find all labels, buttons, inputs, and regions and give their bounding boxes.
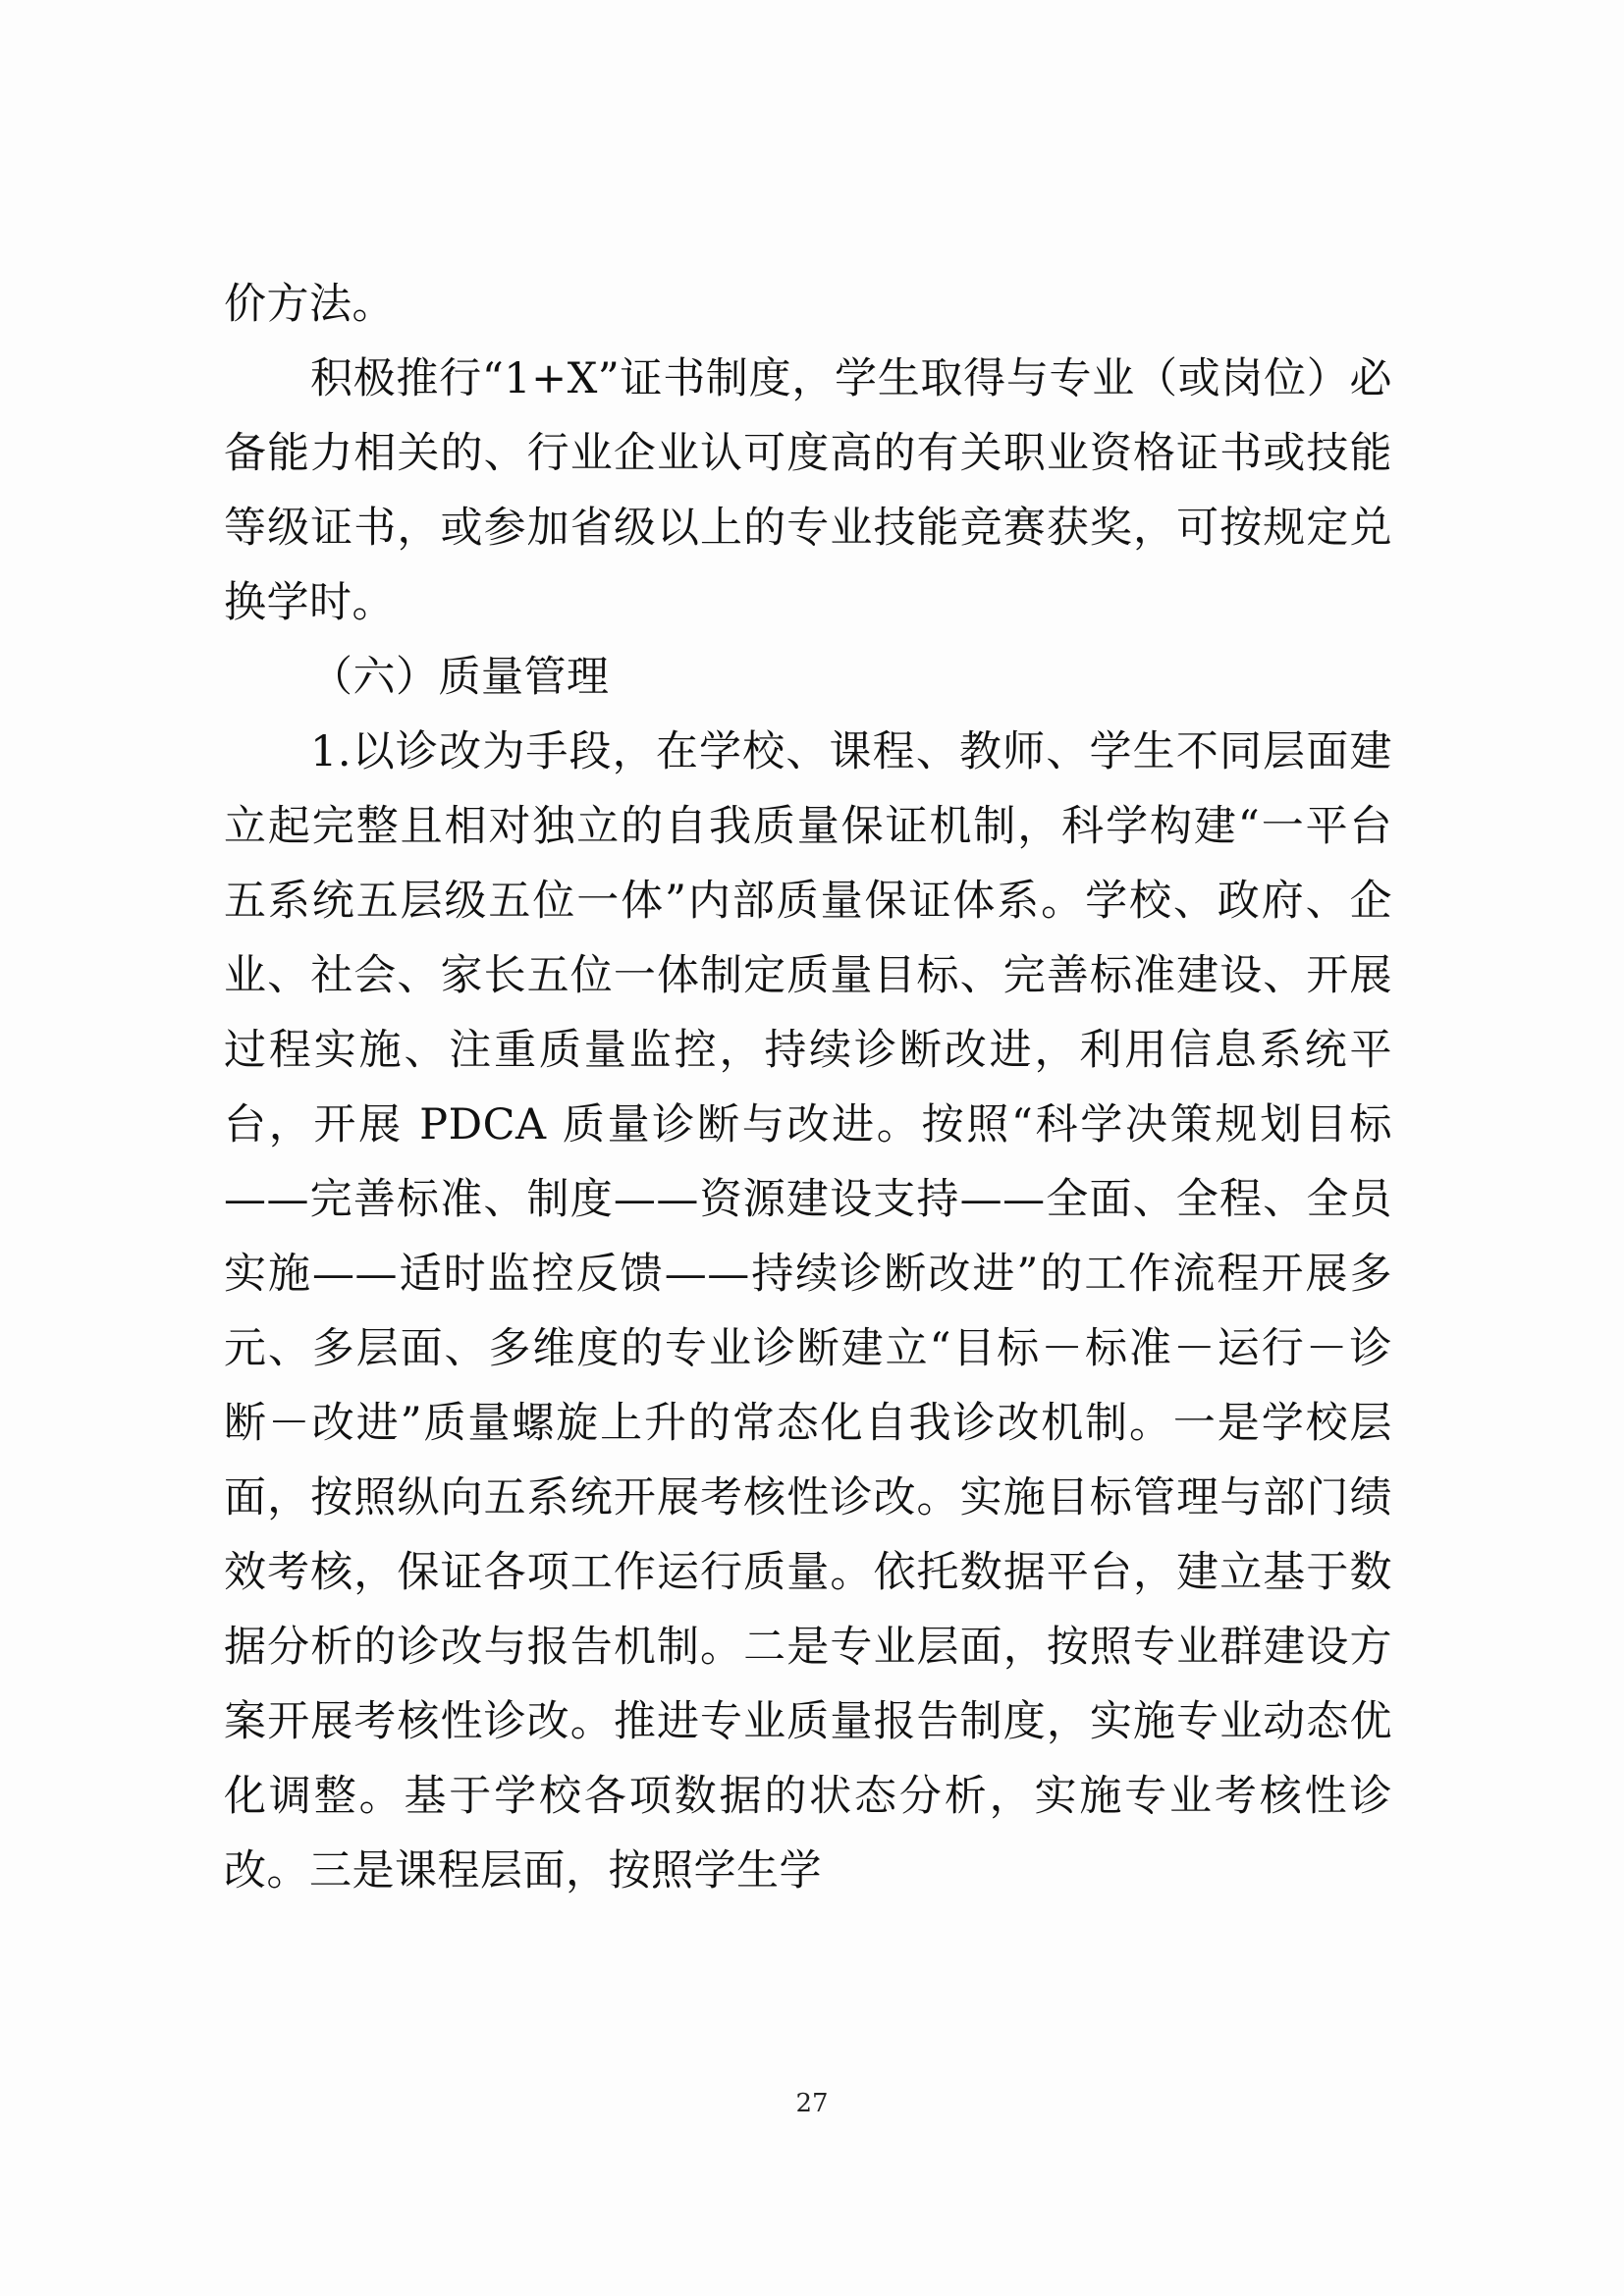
paragraph-certificate-policy: 积极推行“1+X”证书制度，学生取得与专业（或岗位）必备能力相关的、行业企业认可度高的有关职业资格证书或技能等级证书，或参加省级以上的专业技能竞赛获奖，可按规定兑换学时。 <box>224 354 1392 627</box>
paragraph-continuation: 价方法。 <box>224 280 395 329</box>
paragraph-quality-assurance-system: 1.以诊改为手段，在学校、课程、教师、学生不同层面建立起完整且相对独立的自我质量保证机制，科学构建“一平台五系统五层级五位一体”内部质量保证体系。学校、政府、企业、社会、家长五位一体制定质量目标、完善标准建设、开展过程实施、注重质量监控，持续诊断改进，利用信息系统平台，开展 PDCA 质量诊断与改进。按照“科学决策规划目标——完善标准、制度——资源建设支持——全面、全程、全员实施——适时监控反馈——持续诊断改进”的工作流程开展多元、多层面、多维度的专业诊断建立“目标－标准－运行－诊断－改进”质量螺旋上升的常态化自我诊改机制。一是学校层面，按照纵向五系统开展考核性诊改。实施目标管理与部门绩效考核，保证各项工作运行质量。依托数据平台，建立基于数据分析的诊改与报告机制。二是专业层面，按照专业群建设方案开展考核性诊改。推进专业质量报告制度，实施专业动态优化调整。基于学校各项数据的状态分析，实施专业考核性诊改。三是课程层面，按照学生学 <box>224 727 1392 1896</box>
page-body <box>224 267 1392 1908</box>
section-heading-quality-management: （六）质量管理 <box>310 653 610 702</box>
page-number: 27 <box>795 2089 829 2118</box>
